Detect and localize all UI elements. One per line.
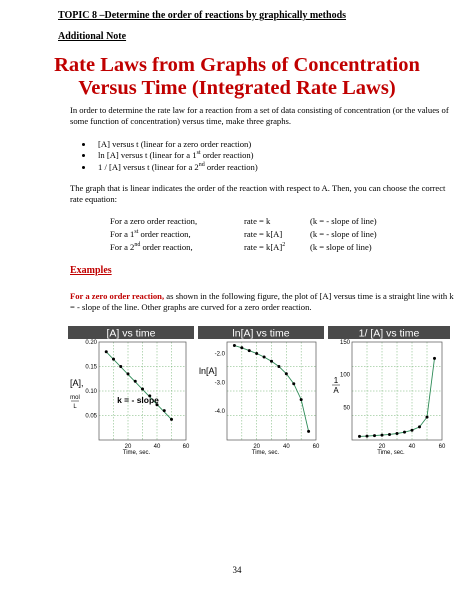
- topic-heading: TOPIC 8 –Determine the order of reactions by graphically methods: [58, 10, 347, 21]
- chart-inverse-concentration-vs-time: [328, 326, 450, 456]
- x-tick-label: 20: [253, 444, 261, 450]
- list-item: • [A] versus t (linear for a zero order reaction): [94, 139, 258, 150]
- data-point: [163, 409, 166, 412]
- y-axis-label-denominator: A: [333, 386, 339, 395]
- data-point: [255, 352, 258, 355]
- data-point: [285, 372, 288, 375]
- x-axis-label: Time, sec.: [122, 450, 151, 456]
- data-point: [300, 398, 303, 401]
- x-tick-label: 20: [378, 444, 386, 450]
- title-line-1: Rate Laws from Graphs of Concentration: [54, 54, 420, 76]
- data-point: [119, 365, 122, 368]
- y-tick-label: 0.20: [85, 340, 97, 346]
- data-point: [396, 432, 399, 435]
- y-tick-label: 100: [339, 372, 350, 379]
- page-number: 34: [232, 565, 242, 575]
- data-point: [373, 434, 376, 437]
- x-tick-label: 40: [282, 444, 290, 450]
- page-title: [40, 54, 434, 100]
- chart-title: [A] vs time: [106, 327, 156, 340]
- data-point: [381, 434, 384, 437]
- y-axis-unit-numerator: mol: [70, 395, 80, 401]
- title-line-2: Versus Time (Integrated Rate Laws): [78, 77, 396, 99]
- data-point: [426, 416, 429, 419]
- data-point: [170, 418, 173, 421]
- x-axis-label: Time, sec.: [377, 450, 405, 456]
- y-tick-label: 0.10: [85, 389, 97, 395]
- table-row: For a zero order reaction, rate = k (k = - slope of line): [110, 216, 377, 226]
- y-tick-label: 0.05: [85, 413, 97, 420]
- table-row: For a 1st order reaction, rate = k[A] (k = - slope of line): [110, 229, 377, 239]
- y-tick-label: -3.0: [214, 380, 225, 387]
- series-line: [106, 352, 171, 420]
- data-point: [263, 355, 266, 358]
- y-axis-label: ln[A]: [199, 366, 218, 376]
- data-point: [418, 425, 421, 428]
- y-tick-label: 0.15: [85, 364, 97, 371]
- list-item: • ln [A] versus t (linear for a 1st order reaction): [94, 150, 258, 161]
- x-axis-label: Time, sec.: [251, 450, 280, 456]
- y-tick-label: 50: [343, 405, 350, 412]
- y-axis-unit-denominator: L: [73, 404, 77, 410]
- data-point: [433, 357, 436, 360]
- chart-title: ln[A] vs time: [232, 327, 290, 340]
- example-highlight: For a zero order reaction,: [70, 291, 165, 301]
- y-tick-label: 150: [339, 340, 350, 346]
- data-point: [403, 431, 406, 434]
- x-tick-label: 40: [408, 444, 416, 450]
- y-axis-label: 1: [333, 376, 339, 385]
- data-point: [292, 382, 295, 385]
- linear-paragraph: The graph that is linear indicates the order of the reaction with respect to A. Then, you can choose the correct rate equation:: [70, 183, 446, 204]
- data-point: [277, 365, 280, 368]
- examples-heading: Examples: [70, 265, 112, 276]
- data-point: [248, 349, 251, 352]
- chart-title: 1/ [A] vs time: [358, 327, 420, 340]
- x-tick-label: 60: [438, 444, 446, 450]
- y-axis-label: [A],: [70, 378, 84, 388]
- chart-ln-concentration-vs-time: [198, 326, 324, 456]
- data-point: [358, 435, 361, 438]
- chart-annotation: k = - slope: [117, 395, 159, 405]
- data-point: [366, 435, 369, 438]
- x-tick-label: 60: [312, 444, 320, 450]
- example-paragraph: For a zero order reaction, as shown in the following figure, the plot of [A] versus time is a straight line with k = - slope of the line. Other graphs are curved for a zero order reaction.: [70, 291, 454, 312]
- data-point: [411, 429, 414, 432]
- data-point: [134, 380, 137, 383]
- graph-list: [70, 139, 258, 173]
- x-tick-label: 40: [153, 444, 161, 450]
- additional-note-heading: Additional Note: [58, 31, 127, 42]
- list-item: • 1 / [A] versus t (linear for a 2nd order reaction): [94, 162, 258, 173]
- data-point: [233, 344, 236, 347]
- y-tick-label: -4.0: [214, 409, 225, 416]
- data-point: [141, 388, 144, 391]
- data-point: [127, 372, 130, 375]
- rate-equation-table: [110, 216, 377, 255]
- data-point: [388, 433, 391, 436]
- x-tick-label: 60: [182, 444, 190, 450]
- x-tick-label: 20: [124, 444, 132, 450]
- data-point: [307, 430, 310, 433]
- intro-paragraph: In order to determine the rate law for a reaction from a set of data consisting of concentration (or the values of some function of concentration) versus time, make three graphs.: [70, 105, 449, 126]
- data-point: [270, 360, 273, 363]
- data-point: [240, 346, 243, 349]
- table-row: For a 2nd order reaction, rate = $k[A]^2$ (k = slope of line): [110, 242, 372, 252]
- data-point: [112, 358, 115, 361]
- chart-concentration-vs-time: [68, 326, 194, 456]
- y-tick-label: -2.0: [214, 351, 225, 358]
- data-point: [105, 350, 108, 353]
